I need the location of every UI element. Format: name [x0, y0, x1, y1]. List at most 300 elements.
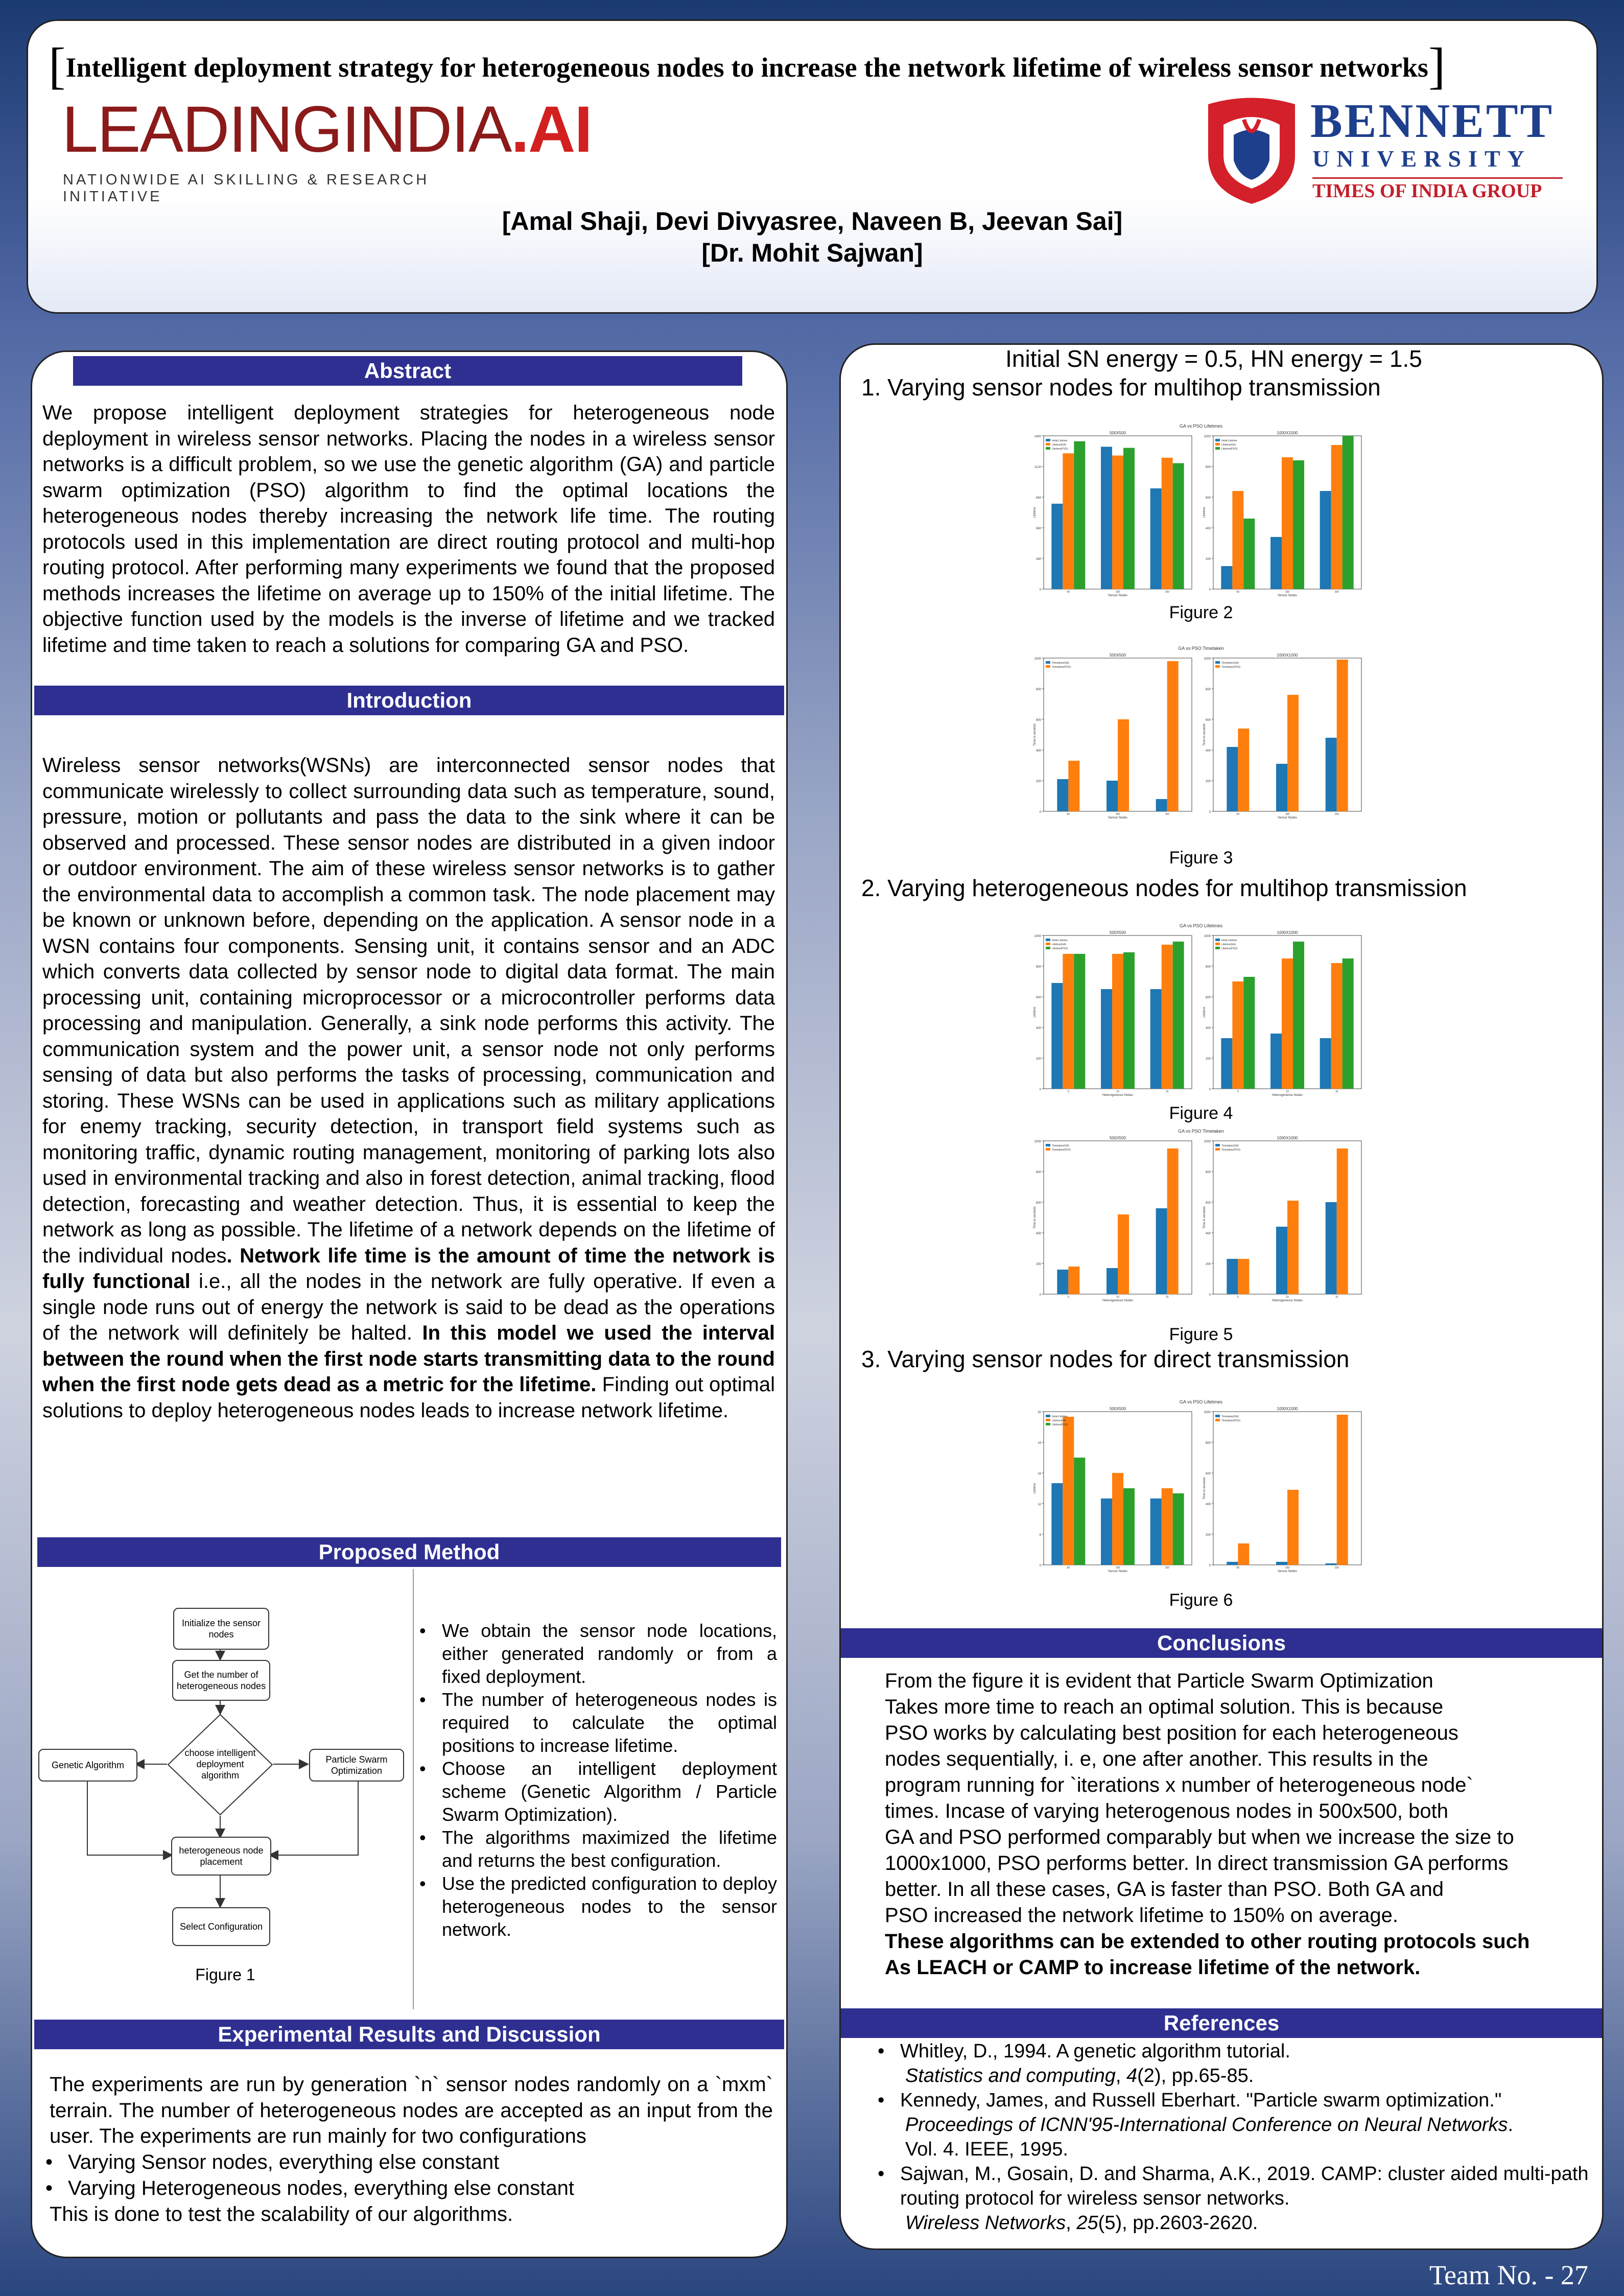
proposed-bullets	[416, 1619, 777, 1941]
bar	[1238, 1543, 1249, 1565]
y-tick-label: 1000	[1034, 935, 1041, 938]
ref-journal: Wireless Networks	[905, 2212, 1066, 2234]
figure-3-chart	[1032, 644, 1370, 820]
legend-label: Lifetime(PSO)	[1221, 448, 1238, 451]
y-tick-label: 0	[1039, 1564, 1041, 1567]
bar	[1074, 954, 1085, 1089]
y-tick-label: 0	[1039, 1088, 1041, 1091]
x-axis-label: Heterogeneous Nodes	[1272, 1299, 1303, 1302]
legend-label: Lifetime(GA)	[1221, 443, 1236, 447]
legend-swatch	[1215, 447, 1220, 450]
y-tick-label: 400	[1035, 749, 1041, 753]
bar	[1162, 1488, 1173, 1565]
bar	[1326, 1563, 1337, 1565]
bar	[1337, 1415, 1348, 1565]
flow-node-choose: choose intelligent deployment algorithm	[184, 1748, 256, 1780]
intro-text-2: i.e., all the nodes in the network are fully operative. If even a single node runs out of energy the network is said to be dead as the operations of the network will definitely be halted.	[42, 1270, 775, 1344]
header-panel	[27, 19, 1598, 314]
bar	[1293, 460, 1304, 589]
legend-swatch	[1215, 661, 1220, 664]
x-tick-label: 150	[1165, 1566, 1169, 1569]
bar	[1074, 441, 1085, 589]
y-axis-label: Time in seconds	[1203, 723, 1206, 746]
x-tick-label: 15	[1165, 1090, 1169, 1093]
x-tick-label: 5	[1067, 1296, 1069, 1299]
y-tick-label: 200	[1035, 780, 1041, 783]
bennett-crest-icon	[1203, 94, 1300, 206]
y-tick-label: 30	[1038, 1411, 1041, 1414]
bar	[1331, 445, 1343, 589]
chart-panel	[1203, 431, 1361, 597]
bar	[1320, 1038, 1331, 1089]
y-tick-label: 560	[1035, 527, 1041, 530]
bar	[1337, 660, 1348, 811]
bar	[1051, 1483, 1063, 1565]
x-axis-label: Sensor Nodes	[1277, 594, 1298, 597]
abstract-heading: Abstract	[73, 356, 742, 386]
conclusion-line: times. Incase of varying heterogenous nodes in 500x500, both	[885, 1800, 1448, 1822]
y-tick-label: 1000	[1034, 658, 1041, 661]
abstract-text: We propose intelligent deployment strategies for heterogeneous node deployment in wireless sensor networks. Placing the nodes in a wireless sensor networks is a difficult problem, so we use the genetic algorithm (GA) and particle swarm optimization (PSO) algorithm to find the optimal locations the heterogeneous nodes thereby increasing the network life time. The routing protocols used in this implementation are direct routing protocol and multi-hop routing protocol. After performing many experiments we found that the proposed methods increases the lifetime on average up to 150% of the initial lifetime. The objective function used by the models is the inverse of lifetime and we tracked lifetime and time taken to reach a solutions for comparing GA and PSO.	[42, 402, 775, 657]
intro-text-3: Finding out optimal solutions to deploy heterogeneous nodes leads to increase network lifetime.	[42, 1373, 775, 1422]
ref-sep: .	[1508, 2114, 1514, 2136]
conclusion-line: 1000x1000, PSO performs better. In direct transmission GA performs	[885, 1852, 1509, 1875]
conclusions-heading: Conclusions	[841, 1628, 1602, 1658]
bar	[1270, 1034, 1282, 1089]
conclusion-line: nodes sequentially, i. e, one after another. This results in the	[885, 1748, 1428, 1770]
figure-1-caption: Figure 1	[195, 1965, 255, 1984]
y-tick-label: 200	[1205, 1058, 1211, 1061]
flow-node-select: Select Configuration	[172, 1907, 270, 1946]
x-axis-label: Sensor Nodes	[1108, 594, 1128, 597]
title-bracket-close: ]	[1428, 37, 1446, 94]
legend-swatch	[1215, 947, 1220, 949]
legend-label: Initial Lifetime	[1052, 1415, 1068, 1418]
bar	[1112, 456, 1123, 589]
bar	[1101, 447, 1112, 589]
x-axis-label: Heterogeneous Nodes	[1102, 1094, 1134, 1097]
bar	[1173, 463, 1184, 589]
y-tick-label: 800	[1035, 966, 1041, 969]
x-tick-label: 150	[1165, 813, 1169, 816]
legend-label: Initial Lifetime	[1052, 439, 1068, 442]
bar	[1162, 945, 1173, 1089]
x-tick-label: 10	[1116, 1296, 1119, 1299]
legend-swatch	[1046, 1423, 1050, 1425]
y-tick-label: 400	[1205, 1232, 1211, 1235]
y-tick-label: 600	[1205, 996, 1211, 999]
y-tick-label: 1000	[1034, 1140, 1041, 1143]
conclusions-text	[885, 1668, 1590, 1981]
panel-title: 1000X1000	[1277, 1136, 1298, 1140]
y-axis-label: Lifetime	[1203, 1006, 1206, 1018]
panel-title: 500X500	[1109, 1136, 1126, 1140]
bar	[1243, 977, 1255, 1089]
introduction-text	[42, 753, 775, 1423]
chart-panel	[1033, 431, 1192, 597]
bar	[1287, 1201, 1299, 1294]
y-tick-label: 0	[1209, 1088, 1211, 1091]
team-number: Team No. - 27	[1429, 2260, 1588, 2290]
x-tick-label: 100	[1285, 1566, 1290, 1569]
legend-label: Lifetime(PSO)	[1052, 1423, 1068, 1426]
x-tick-label: 15	[1165, 1296, 1169, 1299]
bar	[1326, 1202, 1337, 1294]
y-axis-label: Time in seconds	[1033, 1206, 1037, 1229]
bar	[1320, 491, 1331, 589]
bar	[1123, 448, 1135, 589]
experiment-bullet: • Varying Heterogeneous nodes, everything else constant	[42, 2175, 768, 2201]
conclusion-line: better. In all these cases, GA is faster than PSO. Both GA and	[885, 1878, 1444, 1901]
y-tick-label: 24	[1038, 1442, 1041, 1445]
y-tick-label: 600	[1205, 497, 1211, 500]
leadingindia-logo	[58, 93, 592, 205]
chart-panel	[1203, 930, 1361, 1097]
figure-3-caption: Figure 3	[1169, 848, 1233, 868]
legend-swatch	[1215, 943, 1220, 945]
legend-label: Timetaken(GA)	[1221, 662, 1239, 665]
bar	[1068, 761, 1079, 811]
experiments-closing: This is done to test the scalability of our algorithms.	[50, 2203, 513, 2225]
bar	[1232, 491, 1243, 589]
x-tick-label: 15	[1335, 1296, 1338, 1299]
logo-right-sub: UNIVERSITY	[1312, 146, 1532, 172]
y-tick-label: 800	[1205, 1442, 1211, 1445]
bar	[1276, 1227, 1287, 1294]
x-tick-label: 150	[1334, 1566, 1339, 1569]
y-tick-label: 400	[1035, 1232, 1041, 1235]
energy-note: Initial SN energy = 0.5, HN energy = 1.5	[1005, 345, 1422, 372]
results-section-1: 1. Varying sensor nodes for multihop transmission	[861, 374, 1381, 401]
legend-label: Lifetime(PSO)	[1052, 947, 1068, 950]
bar	[1221, 1038, 1232, 1089]
x-tick-label: 5	[1067, 1090, 1069, 1093]
x-axis-label: Heterogeneous Nodes	[1102, 1299, 1134, 1302]
title-bracket-open: [	[49, 37, 66, 94]
logo-left-main: LEADINGINDIA	[62, 93, 511, 166]
legend-swatch	[1046, 947, 1050, 949]
y-axis-label: Lifetime	[1033, 1006, 1037, 1018]
bar	[1276, 764, 1287, 811]
legend-label: Initial Lifetime	[1221, 939, 1237, 942]
x-tick-label: 150	[1165, 591, 1169, 594]
ref-authors: Sajwan, M., Gosain, D. and Sharma, A.K., 2019. CAMP: cluster aided multi-path routing protocol for wireless sensor networks.	[900, 2163, 1589, 2209]
ref-pages: Vol. 4. IEEE, 1995.	[905, 2139, 1068, 2160]
bar	[1232, 981, 1243, 1089]
y-tick-label: 400	[1205, 527, 1211, 530]
x-tick-label: 50	[1236, 591, 1240, 594]
bar	[1287, 695, 1299, 811]
x-tick-label: 50	[1067, 1566, 1070, 1569]
bar	[1282, 958, 1293, 1089]
reference-item	[875, 2162, 1590, 2235]
y-tick-label: 0	[1209, 1294, 1211, 1297]
legend-swatch	[1046, 443, 1050, 446]
chart-panel	[1033, 1407, 1192, 1573]
bar	[1238, 729, 1249, 811]
bar	[1270, 537, 1282, 589]
chart-svg	[1032, 421, 1370, 598]
x-axis-label: Sensor Nodes	[1277, 816, 1298, 819]
bar	[1150, 488, 1162, 589]
x-tick-label: 15	[1335, 1090, 1338, 1093]
bar	[1243, 519, 1255, 589]
chart-title: GA vs PSO Lifetimes	[1179, 1399, 1223, 1404]
chart-panel	[1203, 653, 1361, 819]
y-tick-label: 1000	[1204, 435, 1211, 438]
y-tick-label: 0	[1039, 811, 1041, 814]
legend-label: Timetaken(PSO)	[1221, 1419, 1241, 1422]
legend-swatch	[1046, 447, 1050, 450]
legend-swatch	[1046, 943, 1050, 945]
bar	[1123, 1488, 1135, 1565]
legend-label: Timetaken(PSO)	[1221, 666, 1241, 669]
y-tick-label: 0	[1209, 589, 1211, 592]
bar	[1112, 954, 1123, 1089]
reference-item	[875, 2039, 1590, 2088]
y-tick-label: 600	[1205, 1472, 1211, 1475]
x-tick-label: 50	[1236, 1566, 1240, 1569]
figure-6-chart	[1032, 1397, 1370, 1574]
logo-right-group: TIMES OF INDIA GROUP	[1312, 180, 1542, 202]
flow-node-pso: Particle Swarm Optimization	[309, 1749, 404, 1782]
x-tick-label: 10	[1116, 1090, 1119, 1093]
panel-title: 500X500	[1109, 930, 1126, 935]
bar	[1282, 457, 1293, 589]
experiments-text: The experiments are run by generation `n` sensor nodes randomly on a `mxm` terrain. The number of heterogeneous nodes are accepted as an input from the user. The experiments are run mainly for two configurations	[50, 2073, 773, 2147]
x-tick-label: 5	[1237, 1090, 1239, 1093]
bar	[1150, 1498, 1162, 1565]
bar	[1123, 952, 1135, 1089]
y-tick-label: 1000	[1204, 1140, 1211, 1143]
conclusion-line: GA and PSO performed comparably but when we increase the size to	[885, 1826, 1514, 1848]
bar	[1343, 958, 1354, 1089]
legend-swatch	[1215, 1144, 1220, 1146]
authors: [Amal Shaji, Devi Divyasree, Naveen B, Jeevan Sai]	[502, 207, 1123, 236]
x-tick-label: 10	[1286, 1296, 1289, 1299]
y-axis-label: Lifetime	[1033, 507, 1037, 518]
experiments-bullets	[42, 2149, 768, 2201]
intro-bold-1: Network life time is the amount of time the network is fully functional	[42, 1244, 775, 1293]
chart-panel	[1033, 930, 1192, 1097]
legend-label: Timetaken(GA)	[1052, 1144, 1069, 1147]
panel-title: 500X500	[1109, 653, 1126, 658]
bar	[1337, 1149, 1348, 1294]
y-tick-label: 1000	[1204, 1411, 1211, 1414]
ref-sep: ,	[1066, 2212, 1077, 2234]
references-heading: References	[841, 2008, 1602, 2038]
panel-title: 1000X1000	[1277, 431, 1298, 435]
panel-title: 1000X1000	[1277, 930, 1298, 935]
conclusion-line: PSO increased the network lifetime to 150% on average.	[885, 1904, 1398, 1927]
y-tick-label: 600	[1035, 996, 1041, 999]
bar	[1326, 738, 1337, 811]
left-column-panel	[31, 350, 788, 2258]
chart-svg	[1032, 1127, 1370, 1303]
y-tick-label: 400	[1035, 1027, 1041, 1030]
bar	[1051, 504, 1063, 589]
logo-left-tagline: NATIONWIDE AI SKILLING & RESEARCH INITIATIVE	[63, 172, 430, 205]
bar	[1118, 719, 1129, 811]
ref-pages: (5), pp.2603-2620.	[1098, 2212, 1258, 2234]
y-tick-label: 1400	[1034, 435, 1041, 438]
bar	[1227, 1259, 1238, 1294]
bar	[1227, 1562, 1238, 1565]
intro-dot: .	[226, 1244, 232, 1267]
x-tick-label: 100	[1115, 1566, 1120, 1569]
y-tick-label: 18	[1038, 1472, 1041, 1475]
y-tick-label: 600	[1035, 1202, 1041, 1205]
ref-journal: Proceedings of ICNN'95-International Conference on Neural Networks	[905, 2114, 1508, 2136]
y-tick-label: 400	[1205, 1503, 1211, 1506]
bar	[1063, 453, 1074, 589]
proposed-bullet: • Choose an intelligent deployment scheme (Genetic Algorithm / Particle Swarm Optimization).	[416, 1757, 777, 1826]
legend-label: Lifetime(GA)	[1052, 443, 1067, 447]
y-tick-label: 200	[1205, 780, 1211, 783]
bar	[1068, 1267, 1079, 1294]
x-tick-label: 150	[1334, 813, 1339, 816]
figure-5-caption: Figure 5	[1169, 1325, 1233, 1344]
legend-label: Timetaken(GA)	[1221, 1415, 1239, 1418]
legend-swatch	[1215, 1415, 1220, 1417]
legend-label: Lifetime(PSO)	[1052, 448, 1068, 451]
chart-title: GA vs PSO Lifetimes	[1179, 923, 1223, 928]
chart-svg	[1032, 1397, 1370, 1574]
chart-svg	[1032, 644, 1370, 820]
bar	[1173, 942, 1184, 1089]
legend-swatch	[1215, 939, 1220, 941]
y-tick-label: 800	[1205, 466, 1211, 469]
conclusion-line: PSO works by calculating best position for each heterogeneous	[885, 1722, 1458, 1744]
legend-label: Timetaken(PSO)	[1052, 1149, 1071, 1152]
bennett-logo	[1203, 94, 1570, 206]
x-tick-label: 50	[1067, 591, 1070, 594]
bar	[1156, 799, 1167, 811]
bar	[1101, 1498, 1112, 1565]
bar	[1063, 1417, 1074, 1565]
flow-node-ga: Genetic Algorithm	[38, 1749, 137, 1782]
x-axis-label: Sensor Nodes	[1108, 816, 1128, 819]
title-text: Intelligent deployment strategy for heterogeneous nodes to increase the network lifetime of wireless sensor networks	[65, 52, 1428, 83]
conclusion-bold-line: As LEACH or CAMP to increase lifetime of the network.	[885, 1956, 1421, 1979]
bar	[1227, 747, 1238, 811]
proposed-bullet: • The algorithms maximized the lifetime and returns the best configuration.	[416, 1826, 777, 1872]
x-tick-label: 5	[1237, 1296, 1239, 1299]
legend-label: Timetaken(PSO)	[1221, 1149, 1241, 1152]
bar	[1238, 1259, 1249, 1294]
legend-swatch	[1046, 439, 1050, 441]
legend-swatch	[1046, 1419, 1050, 1421]
y-tick-label: 800	[1205, 688, 1211, 691]
introduction-heading: Introduction	[34, 686, 784, 715]
bar	[1343, 436, 1354, 589]
x-tick-label: 10	[1286, 1090, 1289, 1093]
chart-panel	[1203, 1136, 1361, 1302]
y-tick-label: 6	[1039, 1534, 1041, 1537]
x-tick-label: 100	[1285, 813, 1290, 816]
legend-swatch	[1046, 665, 1050, 668]
legend-label: Initial Lifetime	[1221, 439, 1237, 442]
legend-swatch	[1215, 439, 1220, 441]
bar	[1331, 963, 1343, 1089]
y-tick-label: 200	[1035, 1263, 1041, 1266]
intro-bold-2: In this model we used the interval between the round when the first node starts transmitting data to the round when the first node gets dead as a metric for the lifetime.	[42, 1322, 775, 1396]
ref-authors: Kennedy, James, and Russell Eberhart. "Particle swarm optimization."	[900, 2090, 1502, 2111]
ref-sep: ,	[1115, 2065, 1127, 2087]
panel-title: 500X500	[1109, 431, 1126, 435]
legend-swatch	[1215, 443, 1220, 446]
bar	[1167, 661, 1179, 811]
references-list	[875, 2039, 1590, 2235]
bar	[1156, 1208, 1167, 1294]
y-tick-label: 200	[1205, 1534, 1211, 1537]
y-tick-label: 1120	[1034, 466, 1041, 469]
x-axis-label: Heterogeneous Nodes	[1272, 1094, 1303, 1097]
bar	[1057, 1270, 1068, 1294]
x-tick-label: 100	[1115, 813, 1120, 816]
y-tick-label: 840	[1035, 497, 1041, 500]
legend-swatch	[1046, 1148, 1050, 1151]
y-tick-label: 600	[1205, 1202, 1211, 1205]
bar	[1112, 1473, 1123, 1565]
logo-right-name: BENNETT	[1310, 95, 1555, 148]
x-axis-label: Sensor Nodes	[1277, 1570, 1298, 1573]
panel-title: 1000X1000	[1277, 1407, 1298, 1411]
conclusion-line: Takes more time to reach an optimal solution. This is because	[885, 1696, 1444, 1718]
bar	[1293, 942, 1304, 1089]
legend-swatch	[1215, 1419, 1220, 1421]
ref-volume: 25	[1076, 2212, 1098, 2234]
conclusion-line: From the figure it is evident that Particle Swarm Optimization	[885, 1670, 1433, 1692]
legend-label: Timetaken(GA)	[1052, 662, 1069, 665]
figure-5-chart	[1032, 1127, 1370, 1303]
ref-pages: (2), pp.65-85.	[1137, 2065, 1254, 2087]
bar	[1167, 1149, 1179, 1294]
poster-title	[49, 36, 1581, 95]
chart-title: GA vs PSO Timetaken	[1178, 646, 1224, 651]
figure-4-chart	[1032, 921, 1370, 1097]
proposed-bullet: • We obtain the sensor node locations, either generated randomly or from a fixed deployment.	[416, 1619, 777, 1688]
bar	[1287, 1490, 1299, 1565]
figure-4-caption: Figure 4	[1169, 1104, 1233, 1123]
x-axis-label: Sensor Nodes	[1108, 1570, 1128, 1573]
proposed-heading: Proposed Method	[37, 1537, 781, 1567]
y-tick-label: 200	[1035, 1058, 1041, 1061]
experiment-bullet: • Varying Sensor nodes, everything else constant	[42, 2149, 768, 2175]
legend-label: Initial Lifetime	[1052, 939, 1068, 942]
y-tick-label: 200	[1205, 1263, 1211, 1266]
chart-title: GA vs PSO Timetaken	[1178, 1129, 1224, 1134]
bar	[1107, 1268, 1118, 1294]
results-section-3: 3. Varying sensor nodes for direct transmission	[861, 1346, 1350, 1372]
experiments-heading: Experimental Results and Discussion	[34, 2020, 784, 2049]
ref-volume: 4	[1126, 2065, 1138, 2087]
flow-node-placement: heterogeneous node placement	[171, 1837, 271, 1876]
flow-node-initialize: Initialize the sensor nodes	[173, 1608, 269, 1650]
bar	[1118, 1214, 1129, 1294]
figure-6-caption: Figure 6	[1169, 1590, 1233, 1610]
legend-swatch	[1046, 1415, 1050, 1417]
legend-label: Lifetime(GA)	[1221, 943, 1236, 946]
ref-journal: Statistics and computing	[905, 2065, 1116, 2087]
legend-swatch	[1046, 661, 1050, 664]
figure-2-chart	[1032, 421, 1370, 598]
chart-panel	[1033, 653, 1192, 819]
bar	[1051, 983, 1063, 1089]
y-tick-label: 0	[1039, 1294, 1041, 1297]
flowchart	[36, 1569, 414, 2009]
bar	[1063, 954, 1074, 1089]
